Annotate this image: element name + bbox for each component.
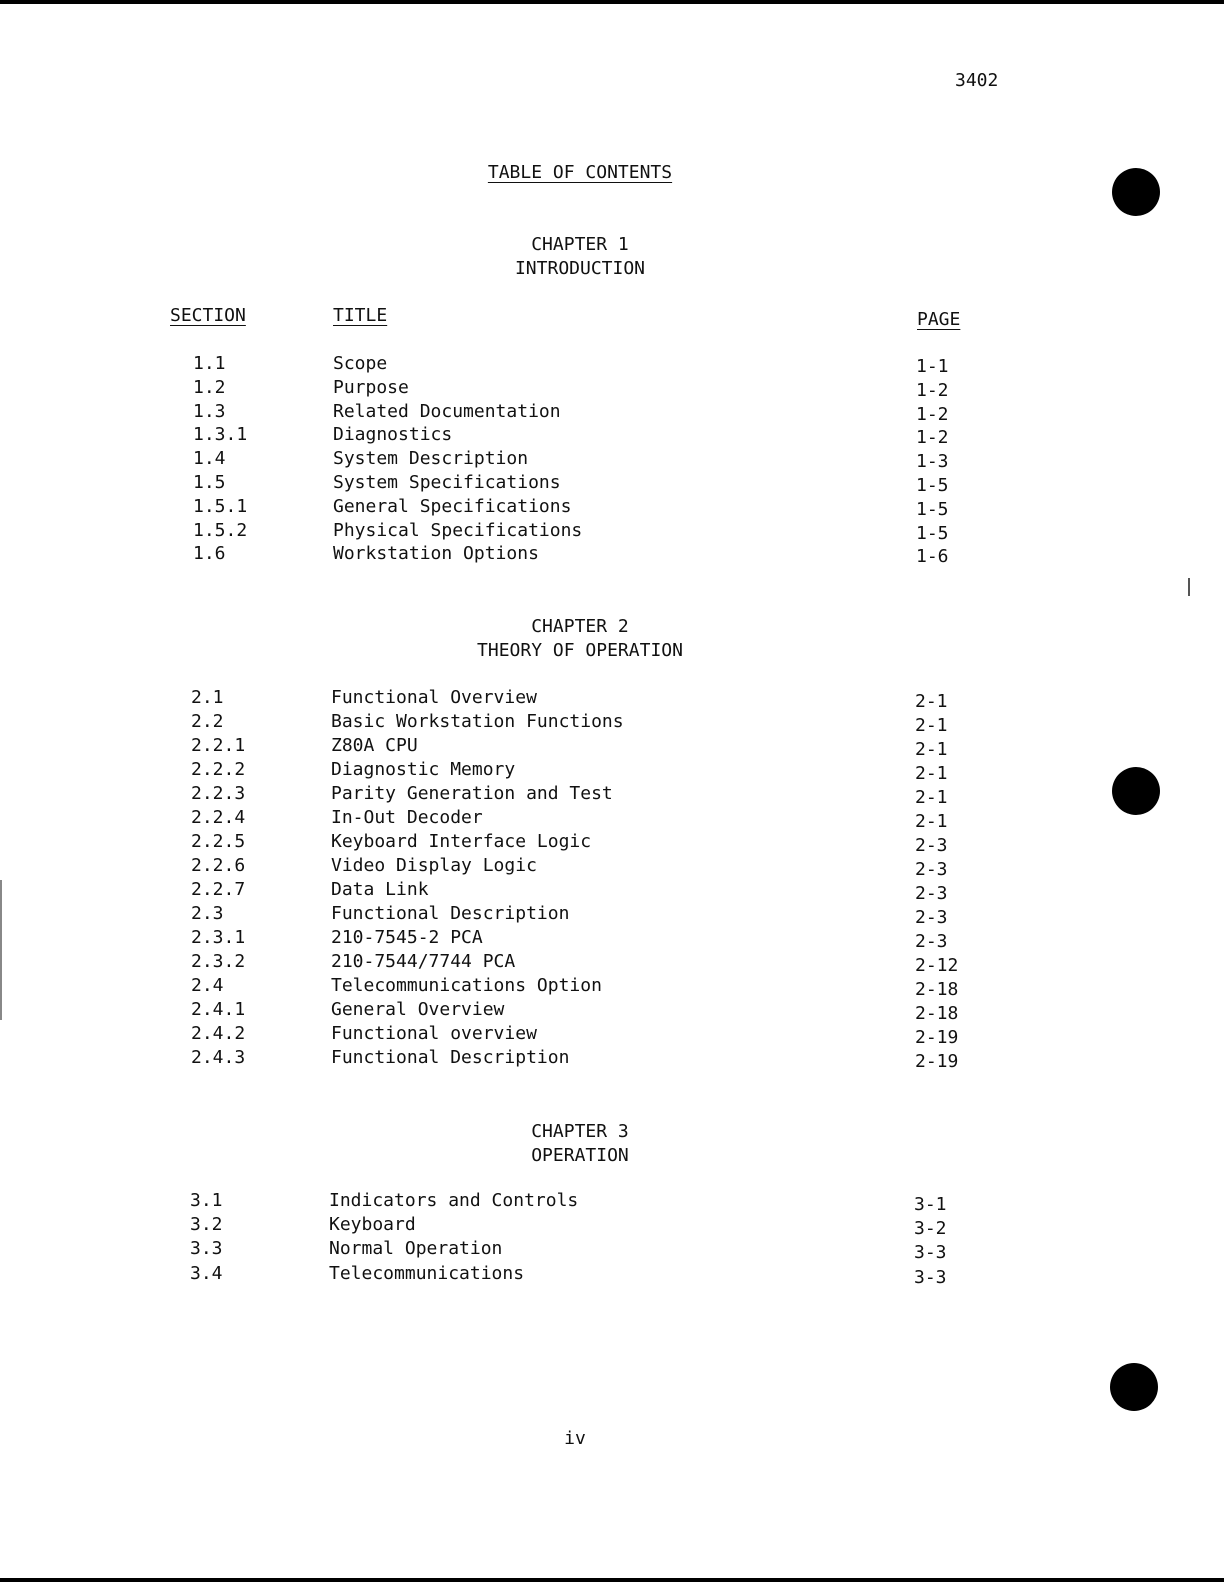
top-edge-rule — [0, 0, 1224, 4]
toc-entry-title: Functional Description — [331, 1047, 570, 1068]
toc-entry-section-number: 2.2.6 — [191, 855, 246, 876]
toc-entry-title: 210-7545-2 PCA — [331, 927, 483, 948]
toc-entry-page: 2-1 — [915, 691, 948, 712]
toc-entry-page: 2-18 — [915, 979, 959, 1000]
punch-hole-bottom — [1110, 1363, 1158, 1411]
toc-entry-title: General Overview — [331, 999, 505, 1020]
toc-entry-title: Telecommunications Option — [331, 975, 602, 996]
toc-entry-section-number: 1.5.2 — [193, 519, 248, 541]
toc-entry-page: 3-1 — [914, 1194, 947, 1215]
toc-entry-page: 2-1 — [915, 787, 948, 808]
toc-entry-title: Keyboard Interface Logic — [331, 831, 592, 852]
toc-entry-page: 2-12 — [915, 955, 959, 976]
toc-entry-page: 1-5 — [916, 475, 949, 496]
toc-entry-title: Normal Operation — [329, 1238, 503, 1260]
toc-entry-page: 3-3 — [914, 1242, 947, 1264]
toc-title-text: TABLE OF CONTENTS — [487, 162, 673, 183]
toc-entry-title: Parity Generation and Test — [331, 783, 613, 804]
chapter-2-heading — [0, 615, 1160, 663]
chapter-2-label: CHAPTER 2 — [531, 616, 629, 637]
toc-entry-page: 1-1 — [916, 356, 949, 377]
toc-entry-title: General Specifications — [333, 495, 572, 517]
toc-entry-section-number: 2.4.2 — [191, 1023, 246, 1044]
toc-entry-section-number: 1.2 — [193, 376, 226, 398]
toc-entry-title: Functional Overview — [331, 687, 537, 708]
toc-entry-section-number: 3.2 — [190, 1214, 223, 1236]
toc-entry-title: Scope — [333, 353, 388, 374]
toc-entry-title: Purpose — [333, 376, 409, 398]
toc-entry-page: 2-19 — [915, 1027, 959, 1048]
toc-entry-section-number: 2.4.3 — [191, 1047, 246, 1068]
section-column-header: SECTION — [170, 305, 246, 326]
toc-entry-section-number: 2.2.2 — [191, 759, 246, 780]
toc-entry-page: 1-3 — [916, 451, 949, 473]
chapter-3-heading — [0, 1120, 1160, 1168]
toc-entry-title: Basic Workstation Functions — [331, 711, 624, 732]
toc-entry-section-number: 1.3 — [193, 400, 226, 422]
toc-entry-section-number: 3.1 — [190, 1190, 223, 1211]
toc-entry-page: 1-2 — [916, 379, 949, 401]
margin-mark-right — [1188, 578, 1190, 596]
title-column-header: TITLE — [333, 305, 388, 326]
toc-entry-title: System Description — [333, 448, 529, 470]
chapter-1-heading — [0, 233, 1160, 281]
toc-entry-title: Video Display Logic — [331, 855, 537, 876]
toc-entry-section-number: 2.3 — [191, 903, 224, 924]
toc-entry-title: Z80A CPU — [331, 735, 418, 756]
page-number: iv — [564, 1428, 586, 1449]
toc-entry-title: Indicators and Controls — [329, 1190, 579, 1211]
toc-entry-title: Diagnostic Memory — [331, 759, 516, 780]
toc-entry-page: 2-3 — [915, 835, 948, 856]
toc-entry-section-number: 1.1 — [193, 353, 226, 374]
toc-entry-section-number: 2.3.2 — [191, 951, 246, 972]
toc-entry-section-number: 2.4 — [191, 975, 224, 996]
toc-entry-title: Keyboard — [329, 1214, 416, 1236]
bottom-edge-rule — [0, 1578, 1224, 1582]
toc-entry-page: 3-3 — [914, 1266, 947, 1288]
toc-entry-page: 3-2 — [914, 1218, 947, 1240]
chapter-2-name: THEORY OF OPERATION — [477, 640, 683, 661]
toc-entry-page: 1-5 — [916, 498, 949, 520]
toc-entry-page: 2-3 — [915, 907, 948, 928]
toc-entry-section-number: 1.4 — [193, 448, 226, 470]
toc-entry-section-number: 1.5 — [193, 472, 226, 493]
toc-entry-section-number: 2.2 — [191, 711, 224, 732]
toc-entry-title: Physical Specifications — [333, 519, 583, 541]
chapter-1-label: CHAPTER 1 — [531, 234, 629, 255]
toc-entry-section-number: 2.2.7 — [191, 879, 246, 900]
toc-entry-page: 2-1 — [915, 811, 948, 832]
toc-entry-section-number: 2.2.1 — [191, 735, 246, 756]
toc-entry-section-number: 2.2.5 — [191, 831, 246, 852]
toc-entry-section-number: 2.3.1 — [191, 927, 246, 948]
page-column-header: PAGE — [917, 309, 961, 330]
toc-entry-page: 1-5 — [916, 522, 949, 544]
toc-entry-section-number: 3.3 — [190, 1238, 223, 1260]
punch-hole-middle — [1112, 767, 1160, 815]
toc-entry-title: Telecommunications — [329, 1262, 525, 1284]
toc-entry-page: 2-1 — [915, 715, 948, 736]
toc-entry-page: 2-1 — [915, 763, 948, 784]
toc-entry-page: 1-6 — [916, 546, 949, 568]
toc-entry-title: In-Out Decoder — [331, 807, 483, 828]
toc-entry-title: Functional Description — [331, 903, 570, 924]
toc-entry-section-number: 2.2.4 — [191, 807, 246, 828]
toc-entry-title: System Specifications — [333, 472, 561, 493]
toc-entry-section-number: 1.6 — [193, 543, 226, 565]
toc-entry-page: 2-3 — [915, 883, 948, 904]
toc-entry-section-number: 3.4 — [190, 1262, 223, 1284]
toc-entry-page: 2-3 — [915, 859, 948, 880]
chapter-3-label: CHAPTER 3 — [531, 1121, 629, 1142]
toc-entry-title: 210-7544/7744 PCA — [331, 951, 516, 972]
punch-hole-top — [1112, 168, 1160, 216]
toc-entry-title: Functional overview — [331, 1023, 537, 1044]
toc-entry-section-number: 2.4.1 — [191, 999, 246, 1020]
toc-entry-page: 2-1 — [915, 739, 948, 760]
toc-entry-section-number: 1.5.1 — [193, 495, 248, 517]
toc-entry-section-number: 2.2.3 — [191, 783, 246, 804]
toc-entry-section-number: 1.3.1 — [193, 424, 248, 446]
toc-entry-title: Diagnostics — [333, 424, 453, 446]
toc-entry-page: 2-18 — [915, 1003, 959, 1024]
document-number: 3402 — [955, 70, 999, 91]
toc-entry-title: Related Documentation — [333, 400, 561, 422]
toc-entry-page: 1-2 — [916, 403, 949, 425]
chapter-3-name: OPERATION — [531, 1145, 629, 1166]
toc-entry-title: Data Link — [331, 879, 429, 900]
toc-title — [0, 162, 1160, 183]
toc-entry-page: 1-2 — [916, 427, 949, 449]
margin-mark-left — [0, 880, 2, 1020]
toc-entry-page: 2-3 — [915, 931, 948, 952]
chapter-1-name: INTRODUCTION — [514, 258, 646, 279]
toc-entry-title: Workstation Options — [333, 543, 539, 565]
toc-entry-page: 2-19 — [915, 1051, 959, 1072]
toc-entry-section-number: 2.1 — [191, 687, 224, 708]
